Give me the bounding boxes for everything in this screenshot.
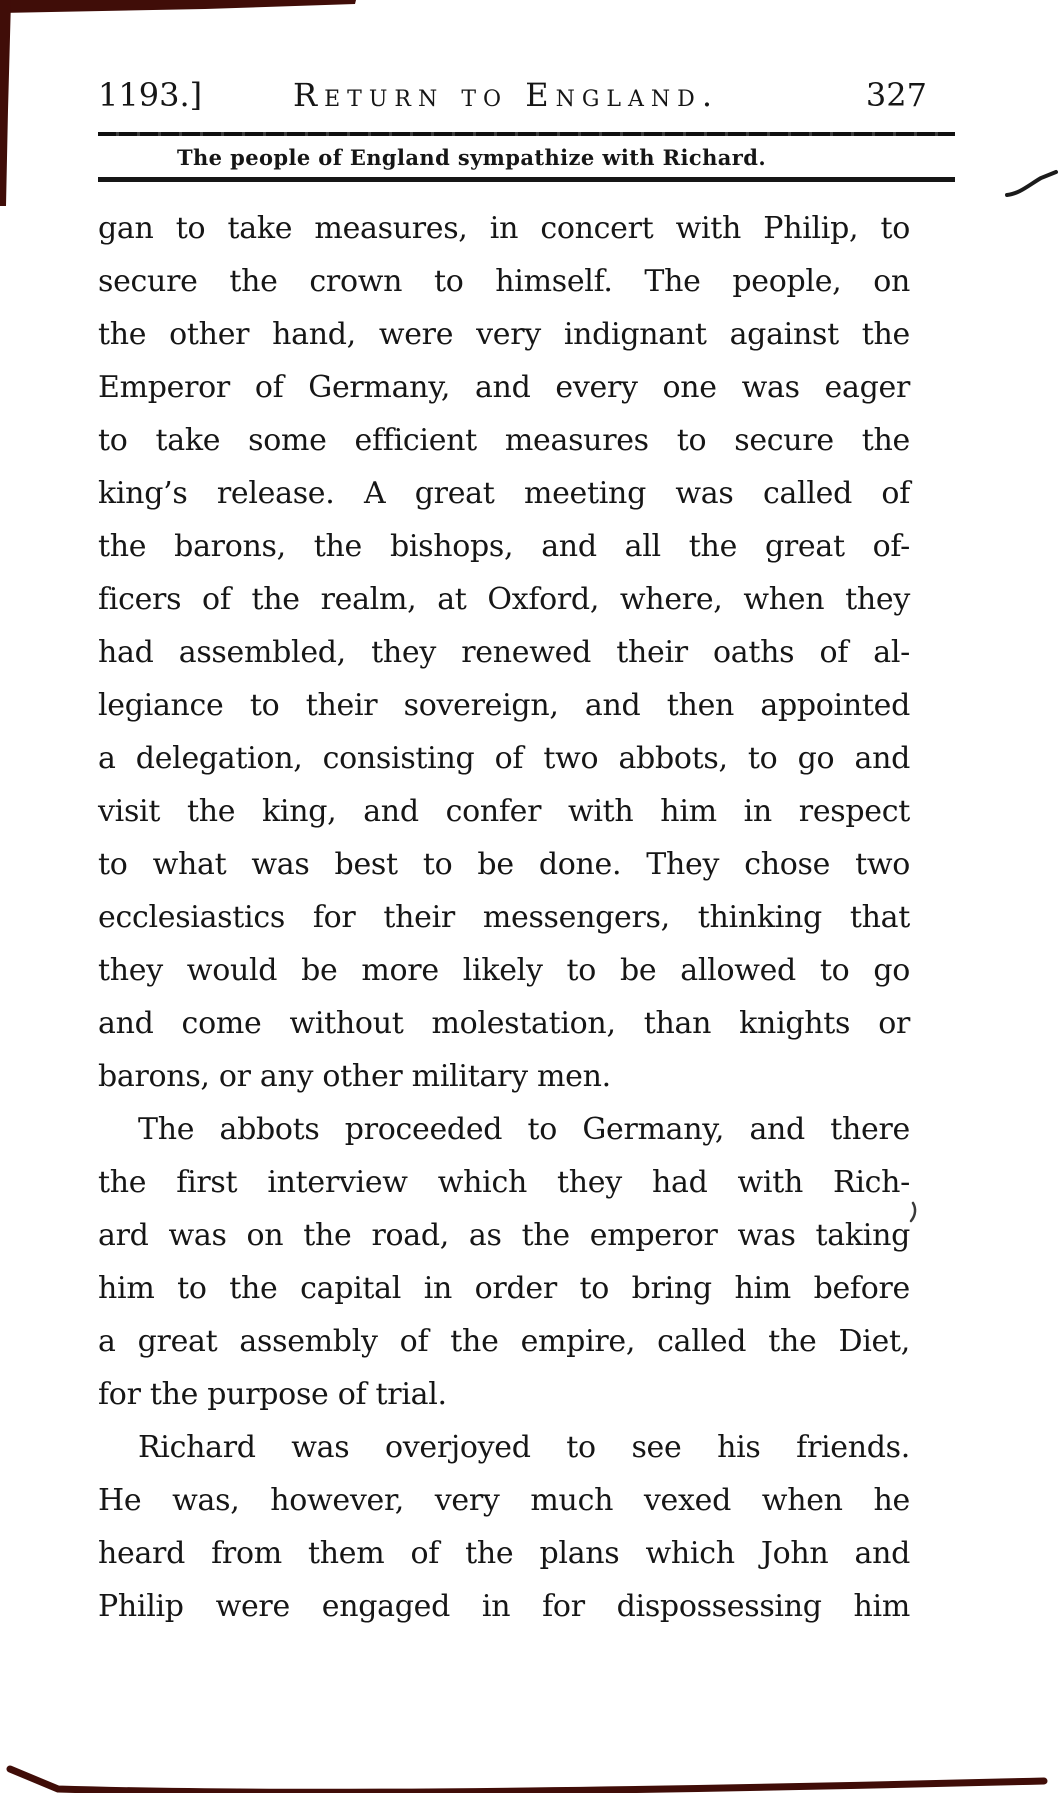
- running-header: [98, 76, 955, 114]
- text-line: had assembled, they renewed their oaths of al-: [98, 635, 910, 670]
- running-title: Return to England.: [293, 76, 719, 114]
- text-line: king’s release. A great meeting was called of: [98, 476, 910, 511]
- text-line: the first interview which they had with Rich-: [98, 1165, 910, 1200]
- text-line: legiance to their sovereign, and then appointed: [98, 688, 910, 723]
- margin-year: 1193.]: [98, 76, 203, 114]
- text-line: and come without molestation, than knights or: [98, 1006, 910, 1041]
- text-line: him to the capital in order to bring him before: [98, 1271, 910, 1306]
- text-line: barons, or any other military men.: [98, 1059, 611, 1094]
- page-content: [98, 0, 955, 1633]
- text-line: ard was on the road, as the emperor was taking: [98, 1218, 910, 1253]
- left-edge-scan-mark-icon: [0, 0, 11, 206]
- text-line: The abbots proceeded to Germany, and there: [138, 1112, 910, 1147]
- section-summary: The people of England sympathize with Richard.: [176, 145, 767, 170]
- text-line: heard from them of the plans which John and: [98, 1536, 910, 1571]
- divider-rule-top: [98, 132, 955, 136]
- text-line: gan to take measures, in concert with Philip, to: [98, 211, 910, 246]
- body-text: [98, 202, 910, 1633]
- text-line: for the purpose of trial.: [98, 1377, 447, 1412]
- text-line: the other hand, were very indignant against the: [98, 317, 910, 352]
- text-line: Emperor of Germany, and every one was eager: [98, 370, 910, 405]
- text-line: the barons, the bishops, and all the great of-: [98, 529, 910, 564]
- divider-rule-bottom: [98, 177, 955, 182]
- text-line: they would be more likely to be allowed to go: [98, 953, 910, 988]
- text-line: ecclesiastics for their messengers, thinking that: [98, 900, 910, 935]
- text-line: visit the king, and confer with him in respect: [98, 794, 910, 829]
- page-number: 327: [865, 76, 927, 114]
- header-pen-stroke-icon: [1007, 172, 1056, 195]
- text-line: a delegation, consisting of two abbots, to go and: [98, 741, 910, 776]
- text-line: Richard was overjoyed to see his friends.: [138, 1430, 910, 1465]
- text-line: He was, however, very much vexed when he: [98, 1483, 910, 1518]
- text-line: a great assembly of the empire, called the Diet,: [98, 1324, 910, 1359]
- bottom-edge-scan-mark-icon: [10, 1769, 1044, 1792]
- text-line: to take some efficient measures to secure the: [98, 423, 910, 458]
- text-line: ficers of the realm, at Oxford, where, when they: [98, 582, 910, 617]
- text-line: Philip were engaged in for dispossessing him: [98, 1589, 910, 1624]
- text-line: to what was best to be done. They chose two: [98, 847, 910, 882]
- text-line: secure the crown to himself. The people, on: [98, 264, 910, 299]
